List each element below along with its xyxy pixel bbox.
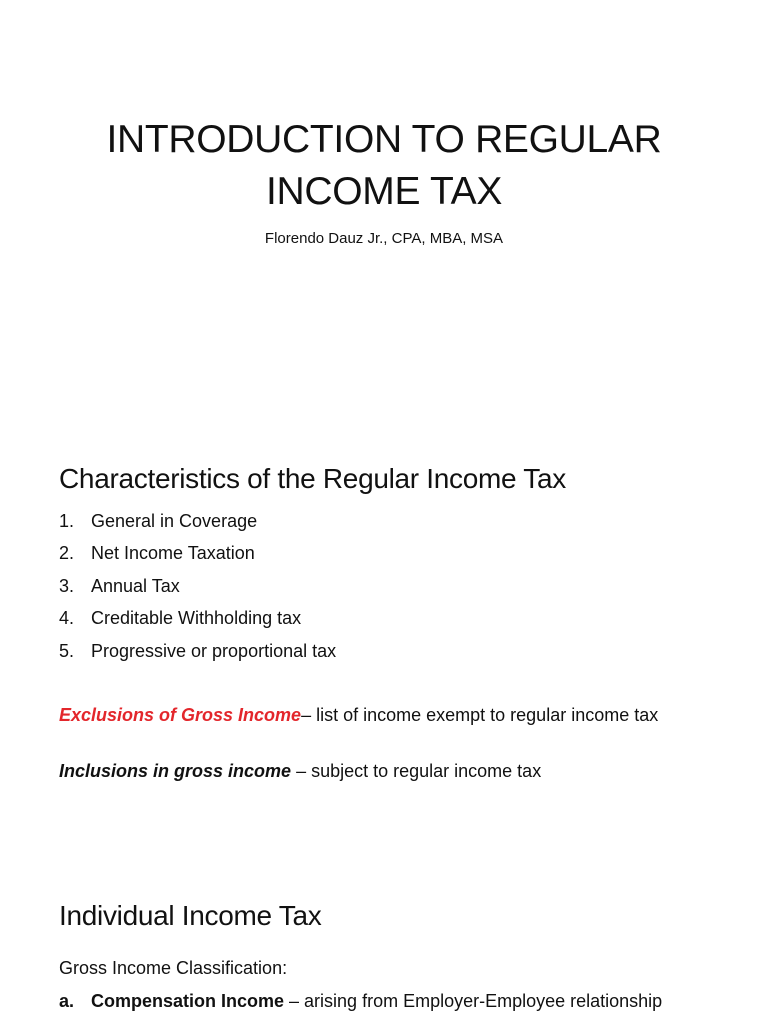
classification-label: Gross Income Classification: [59, 958, 288, 978]
item-term: Compensation Income [91, 991, 285, 1011]
list-item-text: Progressive or proportional tax [91, 640, 337, 661]
characteristics-list [59, 509, 336, 671]
list-item-text: Annual Tax [91, 575, 180, 596]
slide-title-line-1: INTRODUCTION TO REGULAR [106, 118, 662, 161]
exclusions-term: Exclusions of Gross Income [59, 705, 302, 725]
list-item-text: Creditable Withholding tax [91, 608, 302, 629]
individual-income-tax-slide [0, 866, 768, 1026]
list-item [59, 574, 336, 606]
slide-heading: Characteristics of the Regular Income Tax [59, 463, 566, 494]
list-item [59, 541, 336, 573]
title-slide [0, 0, 768, 432]
list-item [59, 606, 336, 638]
characteristics-slide [0, 433, 768, 865]
list-item [59, 639, 336, 671]
author-subtitle: Florendo Dauz Jr., CPA, MBA, MSA [264, 230, 504, 247]
slide-title [0, 114, 768, 218]
list-number: 5. [59, 640, 75, 661]
item-text: – arising from Employer-Employee relationship [284, 991, 663, 1011]
list-item-text: Net Income Taxation [91, 543, 255, 564]
exclusions-text: – list of income exempt to regular income tax [301, 705, 659, 725]
item-body [91, 989, 662, 1013]
slide-heading: Individual Income Tax [59, 900, 322, 931]
list-item-text: General in Coverage [91, 511, 258, 531]
classification-item [59, 989, 699, 1013]
list-number: 2. [59, 543, 75, 564]
slide-title-line-2: INCOME TAX [265, 170, 503, 213]
inclusions-term: Inclusions in gross income [59, 761, 292, 781]
list-number: 3. [59, 575, 75, 596]
exclusions-paragraph [59, 703, 709, 727]
inclusions-text: – subject to regular income tax [291, 761, 542, 781]
inclusions-paragraph [59, 759, 709, 783]
list-item [59, 509, 336, 541]
item-letter: a. [59, 991, 75, 1011]
list-number: 1. [59, 511, 75, 531]
list-number: 4. [59, 608, 75, 629]
